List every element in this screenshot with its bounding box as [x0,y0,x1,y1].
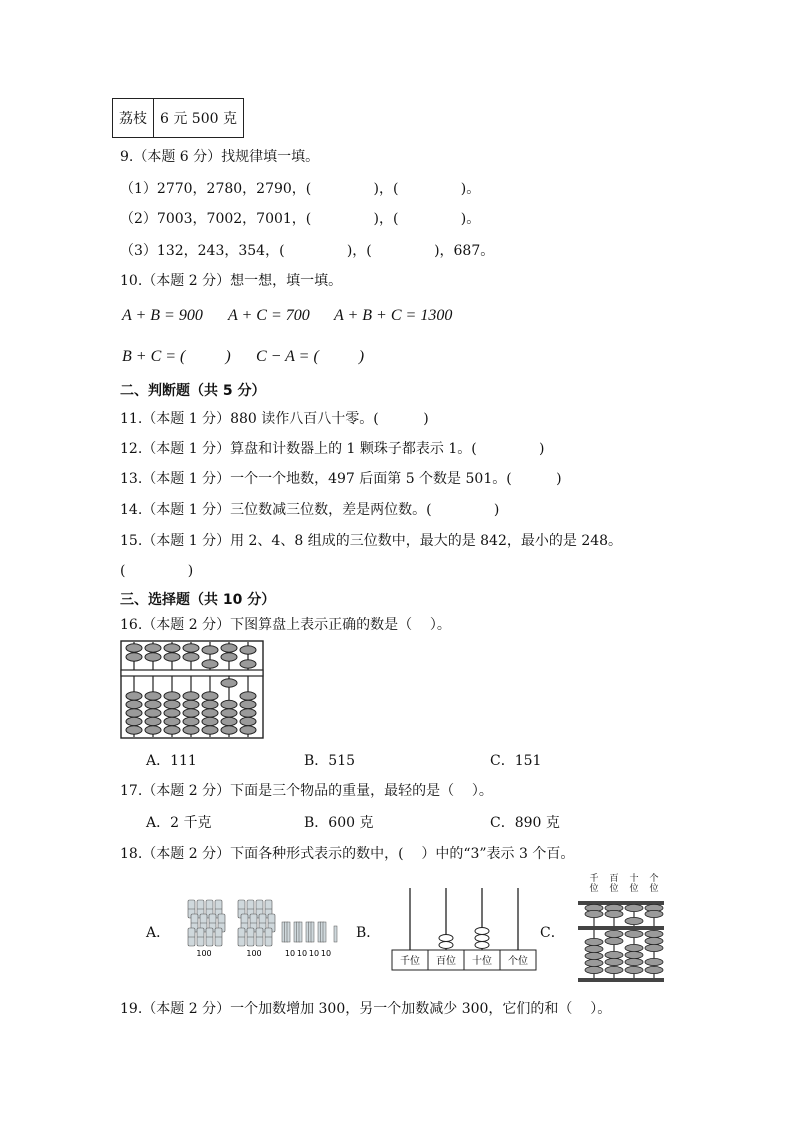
abacus-place-label: 位 [649,884,659,894]
bundle-label-ten-2: 10 [296,949,308,958]
abacus-bead [202,709,218,717]
ten-stick [299,922,302,942]
abacus-bead [625,944,643,951]
q10-eq2: A + C = 700 [228,307,310,324]
q19-stem: 19.（本题 2 分）一个加数增加 300，另一个加数减少 300，它们的和（ ）。 [120,1001,612,1017]
abacus-bead [145,700,161,708]
abacus-bead [645,930,663,937]
abacus-bead [183,726,199,734]
abacus-bead [605,930,623,937]
abacus-bead [126,709,142,717]
q17-option-b[interactable]: B．600 克 [304,815,374,831]
section-title-choice: 三、选择题（共 10 分） [120,592,276,608]
abacus-bead [126,644,142,652]
abacus-bead [145,726,161,734]
q15: 15.（本题 1 分）用 2、4、8 组成的三位数中，最大的是 842，最小的是 248。 [120,533,623,549]
q15-blank: ( ) [120,563,194,579]
q16-stem: 16.（本题 2 分）下图算盘上表示正确的数是（ ）。 [120,617,451,633]
one-cube [334,926,337,942]
abacus-bead [164,644,180,652]
abacus-bead [625,951,643,958]
abacus-bead [221,679,237,687]
fruit-cell: 荔枝 [113,99,154,138]
abacus-bead [202,717,218,725]
abacus-place-label: 位 [589,884,599,894]
q10-eq3: A + B + C = 1300 [334,307,453,324]
abacus-bead [221,644,237,652]
abacus-bead [585,966,603,973]
abacus-bead [183,700,199,708]
abacus-bead [202,692,218,700]
abacus-bead [221,717,237,725]
abacus-bead [240,726,256,734]
abacus-bead [625,917,643,924]
abacus-bead [126,717,142,725]
q13: 13.（本题 1 分）一个一个地数，497 后面第 5 个数是 501。( ) [120,471,562,487]
bundle-label-ten-3: 10 [308,949,320,958]
q16-abacus-figure [120,640,264,740]
abacus-bead [183,692,199,700]
abacus-bead [164,700,180,708]
abacus-bead [126,700,142,708]
abacus-bead [183,644,199,652]
abacus-bead [221,700,237,708]
abacus-bead [625,904,643,911]
abacus-bead [202,660,218,668]
abacus-bead [605,958,623,965]
abacus-bead [202,726,218,734]
abacus-bead [164,709,180,717]
abacus-bead [202,700,218,708]
q10-eq1: A + B = 900 [122,307,203,324]
abacus-bead [240,700,256,708]
abacus-bead [645,910,663,917]
abacus-bead [221,653,237,661]
abacus-bead [145,644,161,652]
q18-option-a[interactable]: A． [146,925,171,941]
q18-a-bundles-figure [178,892,348,962]
abacus-bead [164,692,180,700]
q14: 14.（本题 1 分）三位数减三位数，差是两位数。( ) [120,502,500,518]
abacus-bead [585,952,603,959]
abacus-bead [585,959,603,966]
counter-place-ones: 个位 [508,956,528,967]
abacus-bead [585,938,603,945]
abacus-bead [183,709,199,717]
bundle-label-hundred-1: 100 [196,949,212,958]
q17-stem: 17.（本题 2 分）下面是三个物品的重量，最轻的是（ ）。 [120,783,493,799]
abacus-bead [585,945,603,952]
q18-c-abacus-figure [574,872,668,984]
q17-option-a[interactable]: A．2 千克 [146,815,212,831]
bundle-label-ten-4: 10 [320,949,332,958]
price-table [112,98,244,138]
price-cell: 6 元 500 克 [154,99,244,138]
q11: 11.（本题 1 分）880 读作八百八十零。( ) [120,411,429,427]
bundle-label-ten-1: 10 [284,949,296,958]
abacus-bead [126,692,142,700]
abacus-bead [240,692,256,700]
abacus-bead [605,937,623,944]
abacus-bead [145,692,161,700]
abacus-bead [605,951,623,958]
abacus-place-label: 位 [609,884,619,894]
q16-option-b[interactable]: B．515 [304,753,356,769]
abacus-bead [240,660,256,668]
abacus-bead [605,910,623,917]
q10-ask2: C − A = ( ) [256,348,365,365]
q10-stem: 10.（本题 2 分）想一想，填一填。 [120,273,343,289]
abacus-bead [645,966,663,973]
counter-place-hundreds: 百位 [436,956,456,967]
abacus-bead [145,653,161,661]
abacus-bead [126,726,142,734]
section-title-judge: 二、判断题（共 5 分） [120,383,266,399]
abacus-place-label: 十 [629,874,639,884]
ten-stick [323,922,326,942]
q9-line1: （1）2770，2780，2790，( )，( )。 [120,181,481,197]
q18-option-c[interactable]: C． [540,925,565,941]
q18-option-b[interactable]: B． [356,925,381,941]
q9-line2: （2）7003，7002，7001，( )，( )。 [120,211,481,227]
counter-place-tens: 十位 [472,956,492,967]
abacus-place-label: 千 [589,874,599,884]
q17-option-c[interactable]: C．890 克 [490,815,560,831]
ten-stick [287,922,290,942]
q16-option-a[interactable]: A．111 [146,753,197,769]
q18-stem: 18.（本题 2 分）下面各种形式表示的数中，( ）中的“3”表示 3 个百。 [120,846,575,862]
abacus-bead [240,646,256,654]
abacus-bead [625,958,643,965]
q12: 12.（本题 1 分）算盘和计数器上的 1 颗珠子都表示 1。( ) [120,441,545,457]
bundle-label-hundred-2: 100 [246,949,262,958]
abacus-place-label: 百 [609,874,619,884]
abacus-bead [240,717,256,725]
q18-b-counter-figure [390,886,538,972]
ten-stick [311,922,314,942]
abacus-bead [145,709,161,717]
abacus-bead [585,910,603,917]
abacus-bead [221,709,237,717]
q10-ask1: B + C = ( ) [122,348,231,365]
abacus-bead [202,646,218,654]
abacus-bead [183,653,199,661]
abacus-bead [164,653,180,661]
abacus-bead [625,930,643,937]
q9-line3: （3）132，243，354，( )，( )，687。 [120,243,495,259]
abacus-bead [645,944,663,951]
abacus-bead [240,709,256,717]
q16-option-c[interactable]: C．151 [490,753,542,769]
abacus-bead [625,966,643,973]
abacus-bead [645,958,663,965]
counter-place-thousands: 千位 [400,956,420,967]
abacus-bead [145,717,161,725]
abacus-bead [221,726,237,734]
abacus-place-label: 个 [649,874,659,884]
abacus-bead [645,937,663,944]
q9-stem: 9.（本题 6 分）找规律填一填。 [120,149,320,165]
abacus-bead [183,717,199,725]
abacus-bead [605,966,623,973]
abacus-bead [126,653,142,661]
abacus-place-label: 位 [629,884,639,894]
abacus-bead [164,726,180,734]
abacus-bead [164,717,180,725]
